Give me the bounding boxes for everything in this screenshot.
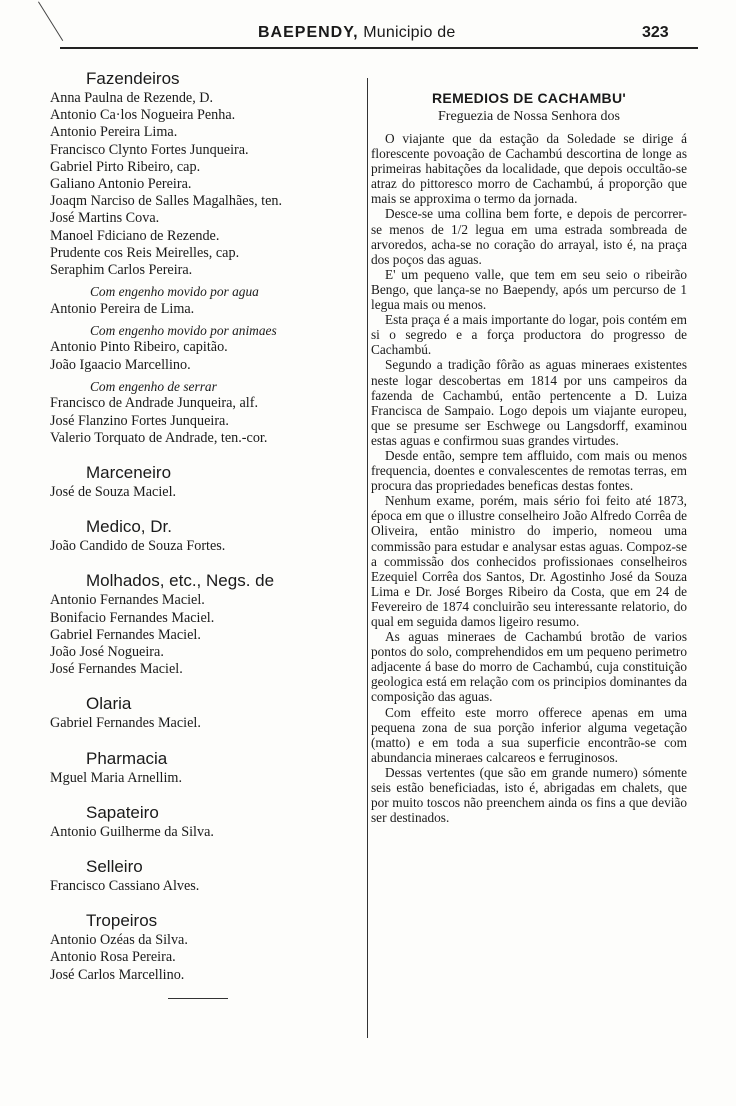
list-item: Gabriel Pirto Ribeiro, cap.	[50, 158, 201, 175]
header-title: BAEPENDY, Municipio de	[258, 24, 456, 41]
left-column	[50, 68, 362, 999]
list-selleiro	[50, 878, 362, 895]
page-header	[0, 24, 736, 48]
list-item: Antonio Pereira de Lima.	[50, 300, 195, 317]
list-molhados	[50, 592, 362, 678]
list-item: Antonio Fernandes Maciel.	[50, 592, 205, 609]
paragraph: E' um pequeno valle, que tem em seu seio o ribeirão Bengo, que lança-se no Baependy, após um percurso de 1 legua mais ou menos.	[371, 266, 687, 313]
subsection-title: Com engenho movido por animaes	[90, 322, 277, 338]
section-title-molhados: Molhados, etc., Negs. de	[86, 571, 275, 591]
list-item: Antonio Ca·los Nogueira Penha.	[50, 107, 236, 124]
section-title-medico: Medico, Dr.	[86, 517, 172, 537]
paragraph: Esta praça é a mais importante do logar, pois contém em si o segredo e a força productora do progresso de Cachambú.	[371, 312, 687, 358]
list-item: Antonio Rosa Pereira.	[50, 949, 176, 966]
section-title-sapateiro: Sapateiro	[86, 802, 159, 822]
list-sapateiro	[50, 824, 362, 841]
list-fazendeiros	[50, 90, 362, 279]
list-item: Antonio Guilherme da Silva.	[50, 823, 214, 840]
subsection-title: Com engenho de serrar	[90, 378, 217, 394]
list-tropeiros	[50, 932, 362, 984]
paragraph: Segundo a tradição fôrão as aguas mineraes existentes neste logar descobertas em 1814 por uns campeiros da fazenda de Cachambú, então pertencente a D. Luiza Francisca de Sampaio. Logo depois um viajante europeu, que se presume ser Eschwege ou Langsdorff, examinou estas aguas e confirmou suas grandes virtudes.	[371, 357, 687, 448]
paragraph: Desce-se uma collina bem forte, e depois de percorrer-se menos de 1/2 legua em uma estrada sombreada de arvoredos, acha-se no coração do arrayal, isto é, na praça dos poços das aguas.	[371, 206, 687, 267]
list-item: Francisco de Andrade Junqueira, alf.	[50, 395, 259, 412]
list-item: José de Souza Maciel.	[50, 483, 177, 500]
article-subtitle: Freguezia de Nossa Senhora dos	[438, 109, 620, 124]
list-item: Antonio Ozéas da Silva.	[50, 932, 188, 949]
end-rule	[168, 998, 228, 999]
list-engenho-serrar	[50, 395, 362, 447]
right-column	[371, 89, 687, 825]
section-title-marceneiro: Marceneiro	[86, 462, 172, 482]
list-item: Mguel Maria Arnellim.	[50, 769, 182, 786]
list-medico	[50, 538, 362, 555]
header-rule	[60, 47, 698, 49]
article-title: REMEDIOS DE CACHAMBU'	[432, 90, 626, 106]
list-item: Francisco Clynto Fortes Junqueira.	[50, 141, 249, 158]
list-olaria	[50, 715, 362, 732]
paragraph: O viajante que da estação da Soledade se dirige á florescente povoação de Cachambú descortina de longe as primeiras habitações da localidade, que depois occultão-se atraz do pittoresco morro de Cachambú, á proporção que mais se approxima o termo da jornada.	[371, 131, 687, 207]
list-item: Manoel Fdiciano de Rezende.	[50, 227, 220, 244]
article-body	[371, 131, 687, 825]
section-title-tropeiros: Tropeiros	[86, 911, 158, 931]
list-item: Gabriel Fernandes Maciel.	[50, 715, 201, 732]
list-item: Valerio Torquato de Andrade, ten.-cor.	[50, 429, 268, 446]
section-title-pharmacia: Pharmacia	[86, 748, 168, 768]
list-item: Seraphim Carlos Pereira.	[50, 262, 193, 279]
list-item: Francisco Cassiano Alves.	[50, 877, 200, 894]
list-item: José Fernandes Maciel.	[50, 661, 183, 678]
list-pharmacia	[50, 770, 362, 787]
list-item: Bonifacio Fernandes Maciel.	[50, 609, 215, 626]
list-item: Galiano Antonio Pereira.	[50, 176, 192, 193]
list-item: Antonio Pinto Ribeiro, capitão.	[50, 339, 228, 356]
list-item: João Candido de Souza Fortes.	[50, 538, 226, 555]
paragraph: Com effeito este morro offerece apenas em uma pequena zona de sua porção inferior alguma vegetação (matto) e em toda a sua superficie encontrão-se com abundancia mineraes calcareos e ferruginosos.	[371, 704, 687, 765]
list-item: Antonio Pereira Lima.	[50, 124, 178, 141]
section-title-selleiro: Selleiro	[86, 856, 143, 876]
paragraph: Dessas vertentes (que são em grande numero) sómente seis estão beneficiadas, isto é, abrigadas em chalets, que por muito toscos não preenchem ainda os fins a que devião ser destinados.	[371, 764, 687, 826]
list-item: José Flanzino Fortes Junqueira.	[50, 412, 229, 429]
section-title-olaria: Olaria	[86, 694, 132, 714]
paragraph: As aguas mineraes de Cachambú brotão de varios pontos do solo, comprehendidos em um pequeno perimetro adjacente á base do morro de Cachambú, cuja constituição geologica está em relação com os principios dominantes da composição das aguas.	[371, 629, 687, 705]
list-item: Joaqm Narciso de Salles Magalhães, ten.	[50, 193, 283, 210]
list-marceneiro	[50, 484, 362, 501]
list-engenho-animaes	[50, 339, 362, 373]
paragraph: Desde então, sempre tem affluido, com mais ou menos frequencia, doentes e convalescentes de remotas terras, em procura das propriedades beneficas destas fontes.	[371, 447, 687, 494]
list-item: Gabriel Fernandes Maciel.	[50, 626, 201, 643]
list-item: Prudente cos Reis Meirelles, cap.	[50, 244, 240, 261]
paragraph: Nenhum exame, porém, mais sério foi feito até 1873, época em que o illustre conselheiro João Alfredo Corrêa de Oliveira, então ministro do imperio, nomeou uma commissão para estudar e analysar estas aguas. Compoz-se a commissão dos conhecidos profissionaes conselheiros Ezequiel Corrêa dos Santos, Dr. Agostinho José da Souza Lima e Dr. José Borges Ribeiro da Costa, que em 24 de Fevereiro de 1874 concluirão seu interessante relatorio, do qual em seguida damos ligeiro resumo.	[371, 493, 687, 629]
list-item: José Martins Cova.	[50, 210, 160, 227]
subsection-title: Com engenho movido por agua	[90, 284, 259, 300]
list-engenho-agua	[50, 301, 362, 318]
list-item: João José Nogueira.	[50, 643, 164, 660]
list-item: João Igaacio Marcellino.	[50, 356, 191, 373]
page-number: 323	[642, 24, 669, 41]
column-divider	[367, 78, 368, 1038]
list-item: José Carlos Marcellino.	[50, 966, 185, 983]
list-item: Anna Paulna de Rezende, D.	[50, 90, 214, 106]
section-title-fazendeiros: Fazendeiros	[86, 69, 180, 88]
